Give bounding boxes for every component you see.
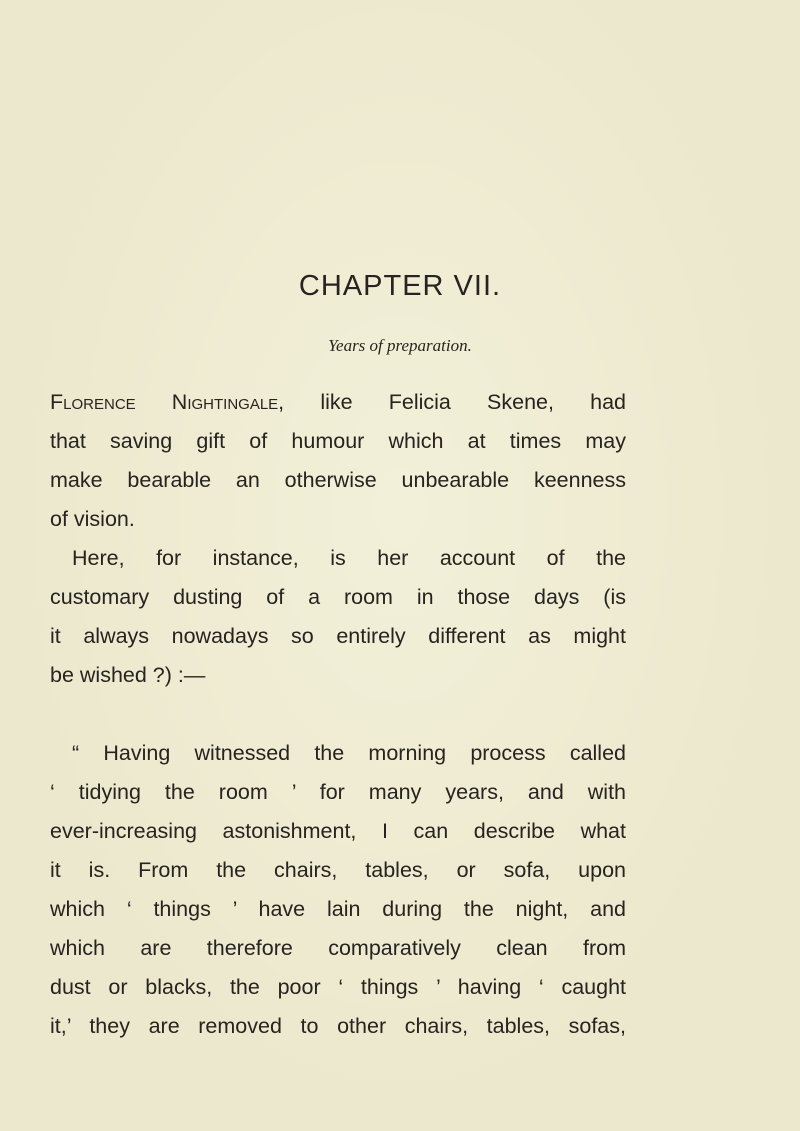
text-line: be wished ?) :—: [50, 663, 206, 687]
text-line: customary dusting of a room in those days (is: [50, 585, 626, 609]
lead-small-caps: Florence Nightingale,: [50, 390, 285, 414]
text-line: it,’ they are removed to other chairs, tables, sofas,: [50, 1014, 626, 1038]
text-line: “ Having witnessed the morning process called: [72, 741, 626, 765]
text-line: Here, for instance, is her account of the: [72, 546, 626, 570]
text-line: like Felicia Skene, had: [284, 390, 626, 414]
text-line: which ‘ things ’ have lain during the night, and: [50, 897, 626, 921]
body-text: [50, 383, 626, 1046]
chapter-title: CHAPTER VII.: [298, 270, 502, 302]
text-line: it is. From the chairs, tables, or sofa, upon: [50, 858, 626, 882]
text-line: of vision.: [50, 507, 135, 531]
text-line: which are therefore comparatively clean from: [50, 936, 626, 960]
paragraph-gap: [50, 695, 626, 734]
text-line: it always nowadays so entirely different as might: [50, 624, 626, 648]
text-line: that saving gift of humour which at times may: [50, 429, 626, 453]
chapter-subtitle: Years of preparation.: [328, 336, 472, 355]
text-line: make bearable an otherwise unbearable keenness: [50, 468, 626, 492]
text-line: dust or blacks, the poor ‘ things ’ having ‘ caught: [50, 975, 626, 999]
text-line: ever-increasing astonishment, I can describe what: [50, 819, 626, 843]
text-line: ‘ tidying the room ’ for many years, and with: [50, 780, 626, 804]
paragraph-1-line-1: [50, 383, 626, 422]
